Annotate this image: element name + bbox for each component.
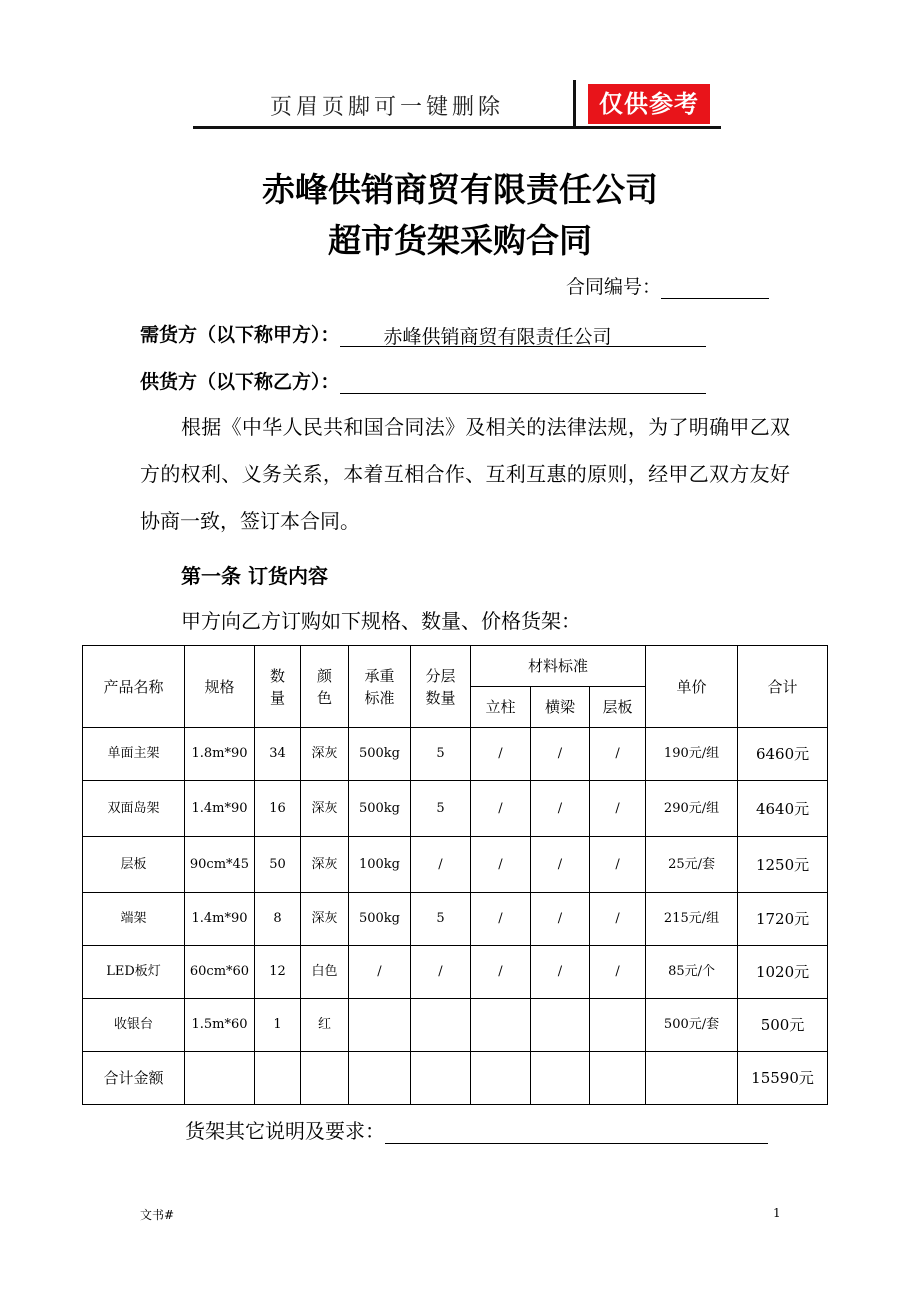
cell-column: / [471, 781, 531, 837]
contract-number [566, 272, 769, 299]
header-quantity-2: 量 [269, 688, 285, 707]
cell-color: 白色 [301, 946, 349, 999]
cell-name: 端架 [83, 893, 185, 946]
cell-column: / [471, 728, 531, 781]
header-load-2: 标准 [364, 688, 395, 707]
header-rule [193, 126, 721, 129]
cell-unit-price: 190元/组 [646, 728, 738, 781]
cell-layers: 5 [411, 728, 471, 781]
cell-layers: 5 [411, 781, 471, 837]
footer-doc-label: 文书# [140, 1208, 175, 1222]
cell-unit-price: 290元/组 [646, 781, 738, 837]
cell-beam: / [531, 728, 590, 781]
cell-shelf: / [590, 893, 646, 946]
cell-total: 500元 [738, 999, 828, 1052]
header-quantity-1: 数 [269, 666, 285, 685]
cell-column: / [471, 837, 531, 893]
cell-unit-price: 500元/套 [646, 999, 738, 1052]
header-product-name: 产品名称 [83, 646, 185, 728]
cell-beam: / [531, 837, 590, 893]
cell-spec: 90cm*45 [185, 837, 255, 893]
cell-qty: 1 [255, 999, 301, 1052]
cell-name: 收银台 [83, 999, 185, 1052]
reference-only-badge: 仅供参考 [588, 84, 710, 124]
header-unit-price: 单价 [646, 646, 738, 728]
supplier-label: 供货方（以下称乙方）： [140, 371, 340, 393]
cell-qty: 50 [255, 837, 301, 893]
header-color-2: 色 [316, 688, 332, 707]
cell-qty: 12 [255, 946, 301, 999]
header-divider [573, 80, 576, 128]
article-1-title: 第一条 订货内容 [181, 564, 328, 588]
table-row [83, 999, 828, 1052]
remark-label: 货架其它说明及要求： [185, 1119, 385, 1143]
header-beam: 横梁 [531, 687, 590, 728]
buyer-line [140, 320, 706, 347]
cell-total: 1720元 [738, 893, 828, 946]
cell-shelf: / [590, 837, 646, 893]
table-row [83, 946, 828, 999]
cell-unit-price: 215元/组 [646, 893, 738, 946]
remark-blank[interactable] [385, 1119, 768, 1144]
cell-layers: / [411, 946, 471, 999]
article-1-intro: 甲方向乙方订购如下规格、数量、价格货架： [181, 609, 581, 633]
cell-column [471, 999, 531, 1052]
cell-name: 层板 [83, 837, 185, 893]
header-total: 合计 [738, 646, 828, 728]
cell-total: 4640元 [738, 781, 828, 837]
cell-color: 深灰 [301, 837, 349, 893]
cell-name: LED板灯 [83, 946, 185, 999]
buyer-label: 需货方（以下称甲方）： [140, 324, 340, 346]
cell-color: 深灰 [301, 728, 349, 781]
supplier-line [140, 367, 706, 394]
cell-total: 6460元 [738, 728, 828, 781]
header-quantity [255, 646, 301, 728]
table-row [83, 837, 828, 893]
header-material: 材料标准 [471, 646, 646, 687]
table-row [83, 781, 828, 837]
cell-load: 500kg [349, 781, 411, 837]
cell-qty: 16 [255, 781, 301, 837]
order-table [82, 645, 828, 1105]
header-layers [411, 646, 471, 728]
header-column: 立柱 [471, 687, 531, 728]
header-spec: 规格 [185, 646, 255, 728]
cell-qty: 34 [255, 728, 301, 781]
contract-number-blank[interactable] [661, 278, 769, 299]
cell-layers: 5 [411, 893, 471, 946]
cell-qty: 8 [255, 893, 301, 946]
cell-load: 500kg [349, 728, 411, 781]
cell-load: 100kg [349, 837, 411, 893]
cell-unit-price: 25元/套 [646, 837, 738, 893]
cell-beam: / [531, 781, 590, 837]
header-color-1: 颜 [316, 666, 332, 685]
header-load-1: 承重 [364, 666, 395, 685]
cell-name: 单面主架 [83, 728, 185, 781]
remark-line [185, 1115, 768, 1144]
contract-number-label: 合同编号： [566, 276, 662, 298]
cell-layers: / [411, 837, 471, 893]
cell-shelf [590, 999, 646, 1052]
grand-total-row [83, 1052, 828, 1105]
table-row [83, 893, 828, 946]
cell-total: 1250元 [738, 837, 828, 893]
page-number: 1 [773, 1206, 781, 1220]
cell-spec: 1.4m*90 [185, 893, 255, 946]
table-row [83, 728, 828, 781]
cell-name: 双面岛架 [83, 781, 185, 837]
header-text: 页眉页脚可一键删除 [270, 95, 505, 120]
cell-color: 深灰 [301, 893, 349, 946]
buyer-value[interactable]: 赤峰供销商贸有限责任公司 [340, 322, 706, 347]
header-color [301, 646, 349, 728]
contract-title: 超市货架采购合同 [328, 221, 592, 260]
cell-load: / [349, 946, 411, 999]
header-shelf: 层板 [590, 687, 646, 728]
cell-shelf: / [590, 728, 646, 781]
cell-spec: 1.8m*90 [185, 728, 255, 781]
cell-beam: / [531, 893, 590, 946]
cell-spec: 1.4m*90 [185, 781, 255, 837]
cell-color: 红 [301, 999, 349, 1052]
header-load [349, 646, 411, 728]
cell-beam [531, 999, 590, 1052]
cell-shelf: / [590, 781, 646, 837]
header-layers-2: 数量 [425, 688, 456, 707]
preamble-paragraph: 根据《中华人民共和国合同法》及相关的法律法规，为了明确甲乙双方的权利、义务关系，本着互相合作、互利互惠的原则，经甲乙双方友好协商一致，签订本合同。 [140, 415, 790, 533]
cell-column: / [471, 893, 531, 946]
cell-total: 1020元 [738, 946, 828, 999]
cell-shelf: / [590, 946, 646, 999]
cell-column: / [471, 946, 531, 999]
cell-spec: 1.5m*60 [185, 999, 255, 1052]
cell-beam: / [531, 946, 590, 999]
cell-load [349, 999, 411, 1052]
cell-layers [411, 999, 471, 1052]
supplier-value[interactable] [340, 369, 706, 394]
header-layers-1: 分层 [425, 666, 456, 685]
company-title: 赤峰供销商贸有限责任公司 [262, 170, 658, 209]
cell-load: 500kg [349, 893, 411, 946]
grand-total-label: 合计金额 [83, 1052, 185, 1105]
cell-color: 深灰 [301, 781, 349, 837]
cell-spec: 60cm*60 [185, 946, 255, 999]
cell-unit-price: 85元/个 [646, 946, 738, 999]
grand-total-value: 15590元 [738, 1052, 828, 1105]
